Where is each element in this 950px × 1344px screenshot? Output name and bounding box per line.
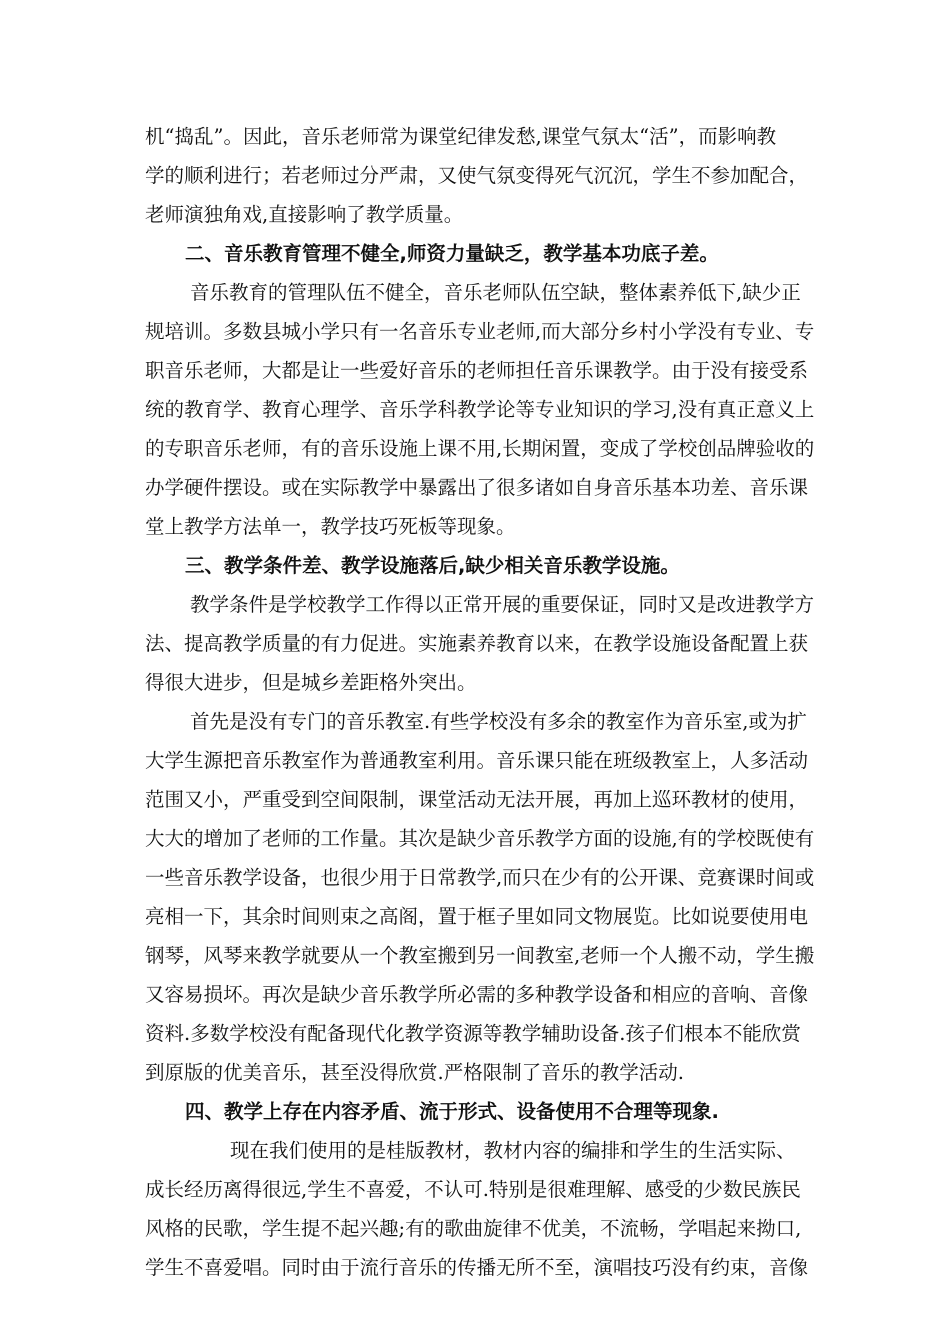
paragraph-line: 规培训。多数县城小学只有一名音乐专业老师,而大部分乡村小学没有专业、专: [145, 320, 815, 343]
paragraph-line: 钢琴，风琴来教学就要从一个教室搬到另一间教室,老师一个人搬不动，学生搬: [145, 944, 815, 967]
paragraph-line: 亮相一下，其余时间则束之高阁，置于框子里如同文物展览。比如说要使用电: [145, 905, 809, 928]
paragraph-line: 成长经历离得很远,学生不喜爱，不认可.特别是很难理解、感受的少数民族民: [145, 1178, 801, 1201]
paragraph-line: 又容易损坏。再次是缺少音乐教学所必需的多种教学设备和相应的音响、音像: [145, 983, 809, 1006]
paragraph-line: 资料.多数学校没有配备现代化教学资源等教学辅助设备.孩子们根本不能欣赏: [145, 1022, 801, 1045]
paragraph-line: 办学硬件摆设。或在实际教学中暴露出了很多诸如自身音乐基本功差、音乐课: [145, 476, 809, 499]
paragraph-line: 一些音乐教学设备，也很少用于日常教学,而只在少有的公开课、竞赛课时间或: [145, 866, 815, 889]
paragraph-line: 教学条件是学校教学工作得以正常开展的重要保证，同时又是改进教学方: [190, 593, 815, 616]
paragraph-line: 职音乐老师，大都是让一些爱好音乐的老师担任音乐课教学。由于没有接受系: [145, 359, 809, 382]
section-heading-4: 四、教学上存在内容矛盾、流于形式、设备使用不合理等现象.: [185, 1100, 719, 1123]
section-heading-3: 三、教学条件差、教学设施落后,缺少相关音乐教学设施。: [185, 554, 680, 577]
paragraph-line: 到原版的优美音乐，甚至没得欣赏.严格限制了音乐的教学活动.: [145, 1061, 684, 1084]
paragraph-line: 堂上教学方法单一，教学技巧死板等现象。: [145, 515, 516, 538]
paragraph-line: 学的顺利进行；若老师过分严肃，又使气氛变得死气沉沉，学生不参加配合，: [145, 164, 809, 187]
paragraph-line: 首先是没有专门的音乐教室.有些学校没有多余的教室作为音乐室,或为扩: [190, 710, 807, 733]
section-heading-2: 二、音乐教育管理不健全,师资力量缺乏，教学基本功底子差。: [185, 242, 719, 265]
paragraph-line: 法、提高教学质量的有力促进。实施素养教育以来，在教学设施设备配置上获: [145, 632, 809, 655]
paragraph-line: 风格的民歌，学生提不起兴趣;有的歌曲旋律不优美，不流畅，学唱起来拗口,: [145, 1217, 802, 1240]
paragraph-line: 机“捣乱”。因此，音乐老师常为课堂纪律发愁,课堂气氛太“活”，而影响教: [145, 125, 777, 148]
paragraph-line: 的专职音乐老师，有的音乐设施上课不用,长期闲置，变成了学校创品牌验收的: [145, 437, 815, 460]
paragraph-line: 现在我们使用的是桂版教材，教材内容的编排和学生的生活实际、: [230, 1139, 796, 1162]
paragraph-line: 统的教育学、教育心理学、音乐学科教学论等专业知识的学习,没有真正意义上: [145, 398, 815, 421]
paragraph-line: 大学生源把音乐教室作为普通教室利用。音乐课只能在班级教室上，人多活动: [145, 749, 809, 772]
paragraph-line: 音乐教育的管理队伍不健全，音乐老师队伍空缺，整体素养低下,缺少正: [190, 281, 801, 304]
paragraph-line: 老师演独角戏,直接影响了教学质量。: [145, 203, 464, 226]
paragraph-line: 范围又小，严重受到空间限制，课堂活动无法开展，再加上巡环教材的使用，: [145, 788, 809, 811]
paragraph-line: 大大的增加了老师的工作量。其次是缺少音乐教学方面的设施,有的学校既使有: [145, 827, 815, 850]
paragraph-line: 得很大进步，但是城乡差距格外突出。: [145, 671, 477, 694]
paragraph-line: 学生不喜爱唱。同时由于流行音乐的传播无所不至，演唱技巧没有约束，音像: [145, 1256, 809, 1279]
